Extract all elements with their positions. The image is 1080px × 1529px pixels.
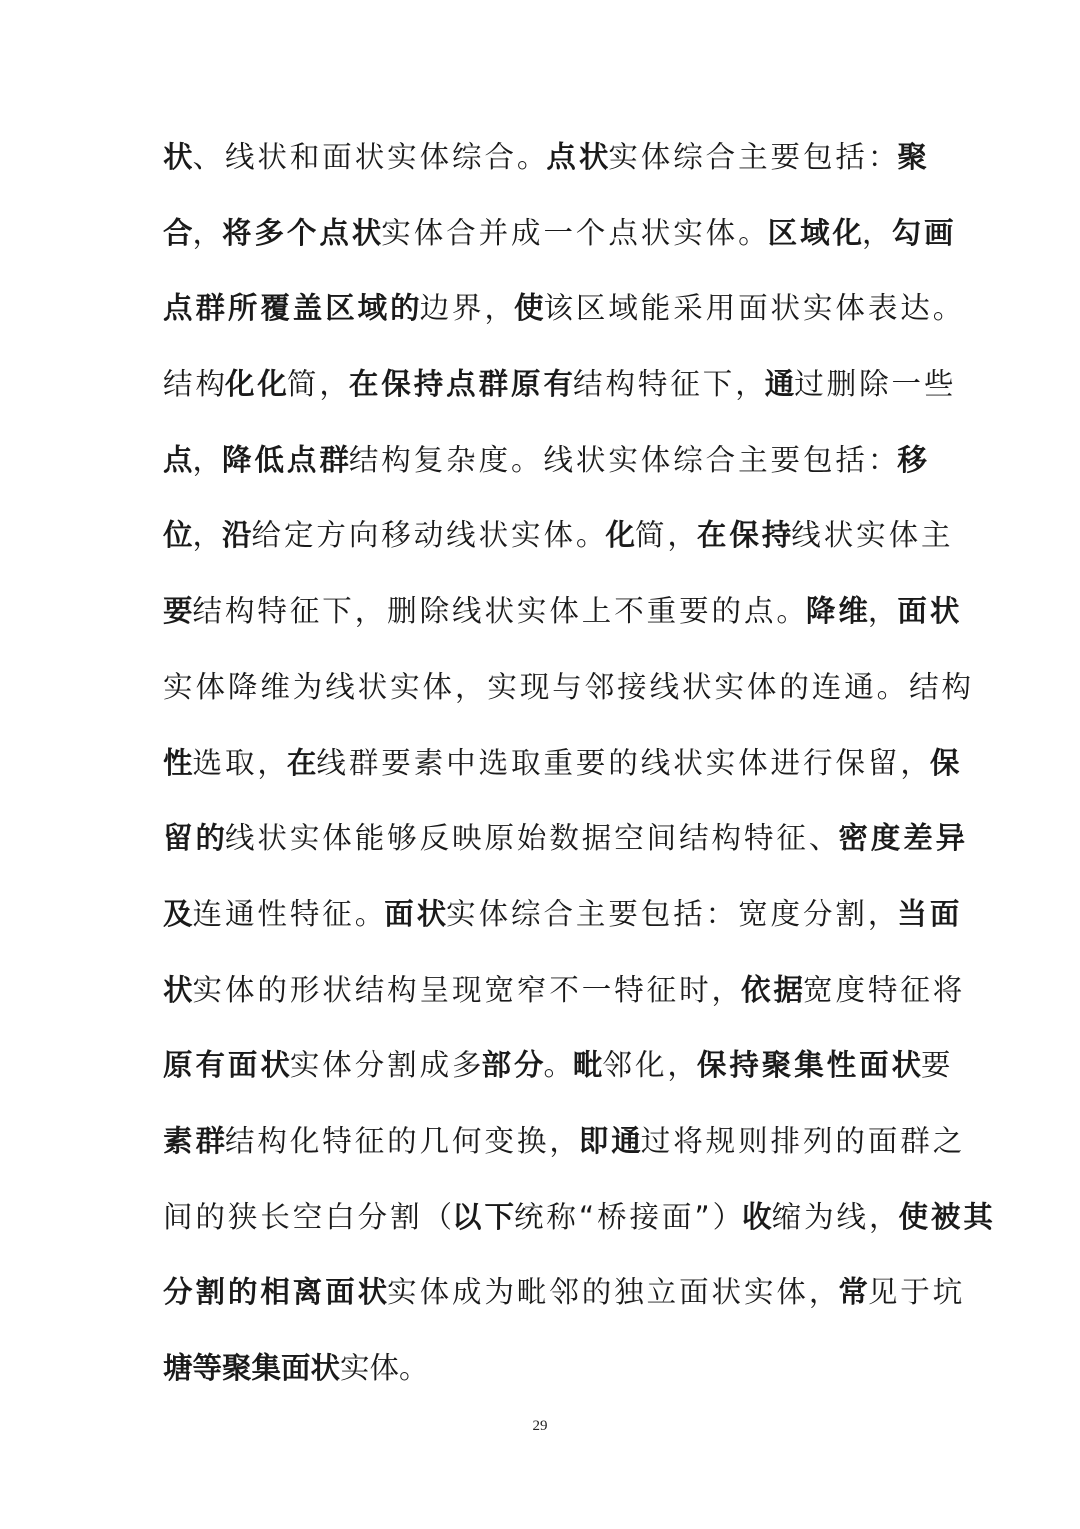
text-line <box>163 877 960 953</box>
bold-text-run: 合 <box>163 215 193 250</box>
bold-text-run: 部 分 <box>481 1048 544 1083</box>
text-run: 实 体 综 合 主 要 包 括 ： <box>608 140 898 174</box>
text-run: 要 <box>921 1048 951 1083</box>
text-line <box>163 574 960 650</box>
bold-text-run: 依 据 <box>741 972 803 1007</box>
text-run: ， <box>192 442 223 477</box>
text-run: 简 ， <box>634 518 697 553</box>
text-line <box>163 1331 918 1407</box>
text-run: 该 区 域 能 采 用 面 状 实 体 表 达 。 <box>543 291 963 326</box>
text-run: 宽 度 特 征 将 <box>803 972 963 1007</box>
bold-text-run: 在 保 持 点 群 原 有 <box>348 367 573 402</box>
text-run: 过 将 规 则 排 列 的 面 群 之 <box>640 1123 963 1158</box>
text-run: ， <box>862 215 892 250</box>
text-line <box>163 120 927 196</box>
bold-text-run: 化 <box>605 518 635 553</box>
text-line <box>163 347 954 423</box>
bold-text-run: 收 <box>742 1199 772 1234</box>
text-run: 过 删 除 一 些 <box>794 367 954 402</box>
text-run: 统 称 “ 桥 接 面 ” ） <box>513 1199 743 1234</box>
text-line <box>163 1255 963 1331</box>
text-run: 见 于 坑 <box>867 1275 963 1310</box>
text-run: 连 通 性 特 征 。 <box>192 896 385 931</box>
text-run: 线 状 实 体 主 <box>791 518 951 553</box>
text-line <box>163 498 951 574</box>
text-run: ， <box>867 594 898 629</box>
text-run: 边 界 ， <box>419 291 514 326</box>
bold-text-run: 以 下 <box>452 1199 514 1234</box>
bold-text-run: 使 <box>513 291 544 326</box>
bold-text-run: 将 多 个 点 状 <box>222 215 382 250</box>
text-run: 给 定 方 向 移 动 线 状 实 体 。 <box>251 518 606 553</box>
bold-text-run: 性 <box>163 745 193 780</box>
bold-text-run: 要 <box>163 594 193 629</box>
bold-text-run: 通 <box>764 367 795 402</box>
bold-text-run: 化 化 <box>224 367 287 402</box>
text-run: 邻 化 ， <box>602 1048 697 1083</box>
text-run: 结 构 复 杂 度 。 线 状 实 体 综 合 主 要 包 括 ： <box>348 442 898 477</box>
text-run: 实 体 成 为 毗 邻 的 独 立 面 状 实 体 ， <box>387 1275 839 1310</box>
bold-text-run: 保 持 聚 集 性 面 状 <box>696 1048 922 1083</box>
bold-text-run: 在 保 持 <box>696 518 792 553</box>
bold-text-run: 降 维 <box>805 594 868 629</box>
bold-text-run: 降 低 点 群 <box>222 442 349 477</box>
text-run: 结 构 <box>163 367 225 402</box>
bold-text-run: 即 通 <box>578 1123 641 1158</box>
text-run: ， <box>192 518 223 553</box>
text-line <box>163 726 960 802</box>
text-run: 选 取 ， <box>192 745 287 780</box>
text-run: 。 <box>543 1048 573 1083</box>
bold-text-run: 点 <box>163 442 193 477</box>
text-run: 实体。 <box>340 1351 429 1385</box>
text-line <box>163 1104 963 1180</box>
body-paragraph <box>163 120 993 1407</box>
bold-text-run: 在 <box>286 745 317 780</box>
text-run: 结 构 化 特 征 的 几 何 变 换 ， <box>224 1123 579 1158</box>
text-run: 简 ， <box>286 367 349 402</box>
text-run: 结 构 特 征 下 ， 删 除 线 状 实 体 上 不 重 要 的 点 。 <box>192 594 806 629</box>
text-line <box>163 953 963 1029</box>
bold-text-run: 当 面 <box>897 896 960 931</box>
bold-text-run: 使 被 其 <box>898 1199 993 1234</box>
text-run: 实 体 合 并 成 一 个 点 状 实 体 。 <box>381 215 768 250</box>
text-line <box>163 801 966 877</box>
text-run: 缩 为 线 ， <box>771 1199 899 1234</box>
bold-text-run: 保 <box>929 745 960 780</box>
text-run: ， <box>192 215 223 250</box>
text-run: 间 的 狭 长 空 白 分 割 （ <box>163 1199 453 1234</box>
page-number: 29 <box>532 1418 548 1434</box>
bold-text-run: 留 的 <box>163 821 225 856</box>
bold-text-run: 密 度 差 异 <box>838 821 966 856</box>
text-run: 实 体 的 形 状 结 构 呈 现 宽 窄 不 一 特 征 时 ， <box>192 972 742 1007</box>
bold-text-run: 及 <box>163 896 193 931</box>
bold-text-run: 分 割 的 相 离 面 状 <box>163 1275 388 1310</box>
bold-text-run: 沿 <box>222 518 252 553</box>
text-run: 实 体 降 维 为 线 状 实 体 ， 实 现 与 邻 接 线 状 实 体 的 连 通 。 结 构 <box>163 669 972 704</box>
bold-text-run: 区 域 化 <box>767 215 863 250</box>
bold-text-run: 状 <box>163 972 193 1007</box>
text-line <box>163 1180 993 1256</box>
text-line <box>163 196 954 272</box>
text-run: 结 构 特 征 下 ， <box>573 367 765 402</box>
bold-text-run: 面 状 <box>897 594 960 629</box>
bold-text-run: 勾 画 <box>891 215 954 250</box>
text-run: 线 状 实 体 能 够 反 映 原 始 数 据 空 间 结 构 特 征 、 <box>224 821 839 856</box>
bold-text-run: 塘等聚集面状 <box>163 1351 341 1385</box>
bold-text-run: 毗 <box>573 1048 603 1083</box>
text-line <box>163 1028 951 1104</box>
text-line <box>163 271 963 347</box>
text-run: 线 群 要 素 中 选 取 重 要 的 线 状 实 体 进 行 保 留 ， <box>316 745 930 780</box>
bold-text-run: 面 状 <box>384 896 447 931</box>
text-line <box>163 650 972 726</box>
text-run: 实 体 综 合 主 要 包 括 ： 宽 度 分 割 ， <box>446 896 898 931</box>
text-run: 实 体 分 割 成 多 <box>289 1048 482 1083</box>
bold-text-run: 原 有 面 状 <box>163 1048 290 1083</box>
text-run: 、 线 状 和 面 状 实 体 综 合 。 <box>192 140 547 174</box>
bold-text-run: 素 群 <box>163 1123 225 1158</box>
bold-text-run: 位 <box>163 518 193 553</box>
bold-text-run: 点 群 所 覆 盖 区 域 的 <box>163 291 420 326</box>
bold-text-run: 点 状 <box>546 140 609 174</box>
bold-text-run: 状 <box>163 140 193 174</box>
bold-text-run: 聚 <box>897 140 927 174</box>
bold-text-run: 常 <box>838 1275 868 1310</box>
text-line <box>163 423 927 499</box>
bold-text-run: 移 <box>897 442 927 477</box>
